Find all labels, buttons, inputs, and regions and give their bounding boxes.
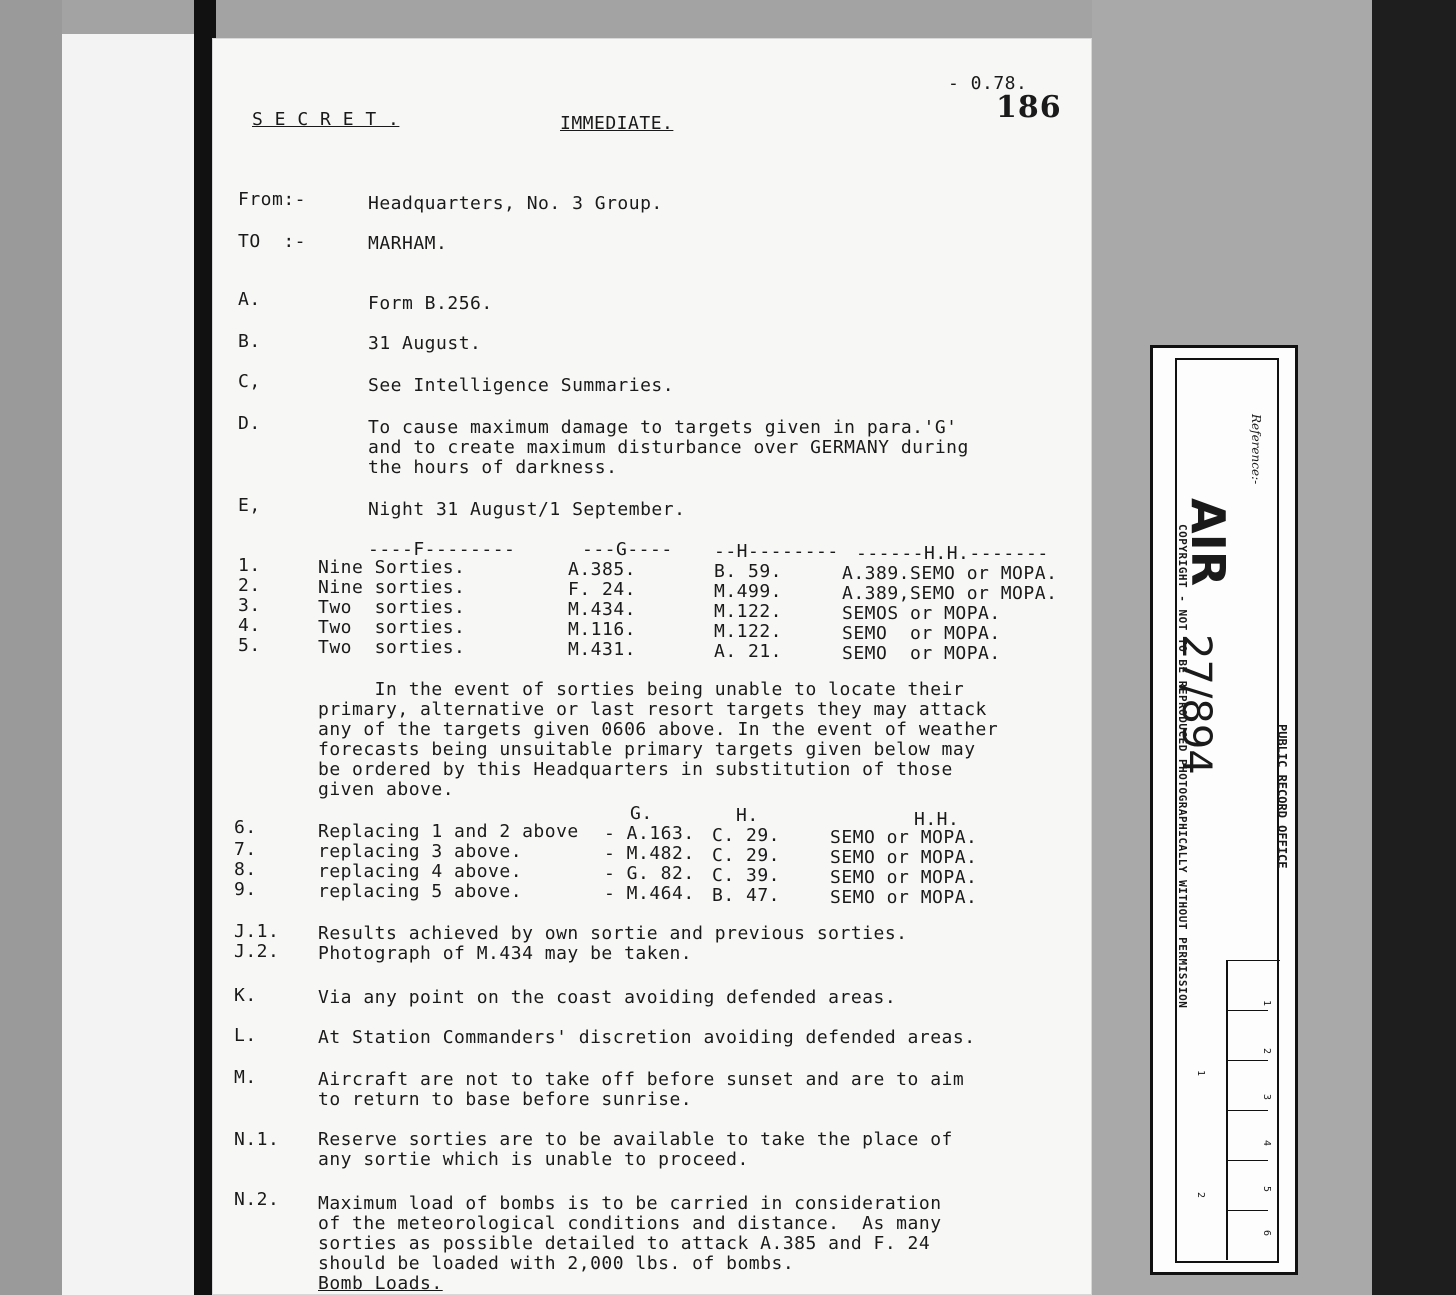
para-key: N.1. xyxy=(234,1129,280,1150)
table-cell-hh: A.389,SEMO or MOPA. xyxy=(842,583,1058,604)
priority-immediate: IMMEDIATE. xyxy=(560,113,674,134)
scale-ruler xyxy=(1195,960,1280,1260)
table-row-num: 3. xyxy=(238,595,261,616)
ruler-inch-mark: 2 xyxy=(1195,1192,1206,1199)
para-key: C, xyxy=(238,371,261,392)
para-key: M. xyxy=(234,1067,257,1088)
para-text: 31 August. xyxy=(368,333,482,354)
table-header-h: --H-------- xyxy=(714,541,839,562)
table-cell-hh: SEMO or MOPA. xyxy=(830,827,978,848)
table-cell-g: - M.464. xyxy=(604,883,695,904)
table-row-num: 6. xyxy=(234,817,257,838)
table-cell-h: C. 29. xyxy=(712,825,781,846)
to-value: MARHAM. xyxy=(368,233,448,254)
para-key: J.1. J.2. xyxy=(234,921,280,962)
table-cell-g: M.116. xyxy=(568,619,637,640)
para-text: Form B.256. xyxy=(368,293,493,314)
table-cell-desc: replacing 5 above. xyxy=(318,881,523,902)
ruler-tick xyxy=(1228,960,1280,961)
ruler-mark: 1 xyxy=(1261,1000,1272,1007)
table-row-num: 5. xyxy=(238,635,261,656)
table-row-num: 7. xyxy=(234,839,257,860)
table-cell-h: C. 29. xyxy=(712,845,781,866)
stamp-air-class: AIR xyxy=(1181,498,1235,587)
stamp-copyright-notice: COPYRIGHT - NOT TO BE REPRODUCED PHOTOGRAPHICALLY WITHOUT PERMISSION xyxy=(1176,524,1189,1009)
table-cell-hh: SEMO or MOPA. xyxy=(842,643,1001,664)
table-row-num: 1. xyxy=(238,555,261,576)
event-paragraph: In the event of sorties being unable to locate their primary, alternative or last resort targets they may attack any of the targets given 0606 above. In the event of weather forecasts being unsuitable primary targets given below may be ordered by this Headquarters in substitution of those given above. xyxy=(318,679,999,800)
table-header-h: H. xyxy=(736,805,759,826)
para-text: Results achieved by own sortie and previous sorties. Photograph of M.434 may be taken. xyxy=(318,923,908,964)
table-cell-desc: replacing 4 above. xyxy=(318,861,523,882)
table-row-num: 8. xyxy=(234,859,257,880)
table-cell-hh: SEMO or MOPA. xyxy=(830,887,978,908)
scan-edge-dark xyxy=(1372,0,1456,1295)
table-cell-desc: replacing 3 above. xyxy=(318,841,523,862)
from-label: From:- xyxy=(238,189,307,210)
table-cell-g: A.385. xyxy=(568,559,637,580)
para-key: L. xyxy=(234,1025,257,1046)
reference-small: - 0.78. xyxy=(948,73,1028,94)
document-page xyxy=(212,38,1092,1295)
ruler-mark: 6 xyxy=(1261,1230,1272,1237)
para-text: Reserve sorties are to be available to take the place of any sortie which is unable to proceed. xyxy=(318,1129,953,1170)
para-key: K. xyxy=(234,985,257,1006)
table-cell-h: B. 59. xyxy=(714,561,783,582)
from-value: Headquarters, No. 3 Group. xyxy=(368,193,663,214)
para-key: N.2. xyxy=(234,1189,280,1210)
to-label: TO :- xyxy=(238,231,307,252)
facing-page xyxy=(62,34,196,1295)
table-header-g: ---G---- xyxy=(582,539,673,560)
table-cell-hh: SEMO or MOPA. xyxy=(830,847,978,868)
para-text: To cause maximum damage to targets given in para.'G' and to create maximum disturbance over GERMANY during the hours of darkness. xyxy=(368,417,969,478)
table-cell-f: Two sorties. xyxy=(318,617,466,638)
table-cell-h: M.499. xyxy=(714,581,783,602)
table-cell-h: B. 47. xyxy=(712,885,781,906)
ruler-tick xyxy=(1228,1010,1268,1011)
table-cell-g: M.431. xyxy=(568,639,637,660)
ruler-mark: 2 xyxy=(1261,1048,1272,1055)
table-header-hh: ------H.H.------- xyxy=(856,543,1049,564)
para-text: Night 31 August/1 September. xyxy=(368,499,686,520)
ruler-tick xyxy=(1228,1210,1268,1211)
stamp-piece-number: 27/894 xyxy=(1173,634,1219,775)
table-cell-hh: SEMO or MOPA. xyxy=(842,623,1001,644)
table-cell-f: Two sorties. xyxy=(318,597,466,618)
table-row-num: 4. xyxy=(238,615,261,636)
ruler-inch-mark: 1 xyxy=(1195,1070,1206,1077)
table-cell-g: - G. 82. xyxy=(604,863,695,884)
table-cell-g: M.434. xyxy=(568,599,637,620)
table-cell-f: Nine Sorties. xyxy=(318,557,466,578)
folio-number: 186 xyxy=(996,90,1062,125)
table-header-g: G. xyxy=(630,803,653,824)
para-text: At Station Commanders' discretion avoiding defended areas. xyxy=(318,1027,976,1048)
table-cell-desc: Replacing 1 and 2 above xyxy=(318,821,579,842)
ruler-mark: 3 xyxy=(1261,1094,1272,1101)
classification-secret: S E C R E T . xyxy=(252,109,400,130)
table-cell-f: Nine sorties. xyxy=(318,577,466,598)
ruler-tick xyxy=(1228,1160,1268,1161)
table-cell-f: Two sorties. xyxy=(318,637,466,658)
ruler-tick xyxy=(1228,1060,1268,1061)
table-row-num: 2. xyxy=(238,575,261,596)
table-cell-hh: SEMO or MOPA. xyxy=(830,867,978,888)
para-key: B. xyxy=(238,331,261,352)
table-cell-h: C. 39. xyxy=(712,865,781,886)
table-cell-h: A. 21. xyxy=(714,641,783,662)
ruler-mark: 4 xyxy=(1261,1140,1272,1147)
table-header-hh: H.H. xyxy=(914,809,960,830)
ruler-tick xyxy=(1228,1110,1268,1111)
table-cell-g: F. 24. xyxy=(568,579,637,600)
table-row-num: 9. xyxy=(234,879,257,900)
ruler-mark: 5 xyxy=(1261,1186,1272,1193)
table-cell-h: M.122. xyxy=(714,601,783,622)
stamp-office-name: PUBLIC RECORD OFFICE xyxy=(1275,724,1289,869)
para-text: See Intelligence Summaries. xyxy=(368,375,675,396)
para-text: Aircraft are not to take off before sunset and are to aim to return to base before sunrise. xyxy=(318,1069,965,1110)
bomb-loads-heading: Bomb Loads. xyxy=(318,1273,443,1294)
para-text: Maximum load of bombs is to be carried in consideration of the meteorological conditions and distance. As many sorties as possible detailed to attack A.385 and F. 24 should be loaded with 2,000 lbs. of bombs. xyxy=(318,1193,942,1274)
table-cell-g: - M.482. xyxy=(604,843,695,864)
table-cell-g: - A.163. xyxy=(604,823,695,844)
para-key: E, xyxy=(238,495,261,516)
scan-background-left xyxy=(0,0,62,1295)
table-cell-h: M.122. xyxy=(714,621,783,642)
table-cell-hh: SEMOS or MOPA. xyxy=(842,603,1001,624)
para-text: Via any point on the coast avoiding defended areas. xyxy=(318,987,897,1008)
table-cell-hh: A.389.SEMO or MOPA. xyxy=(842,563,1058,584)
para-key: D. xyxy=(238,413,261,434)
stamp-reference-label: Reference:- xyxy=(1249,414,1263,485)
table-header-f: ----F-------- xyxy=(368,539,516,560)
para-key: A. xyxy=(238,289,261,310)
